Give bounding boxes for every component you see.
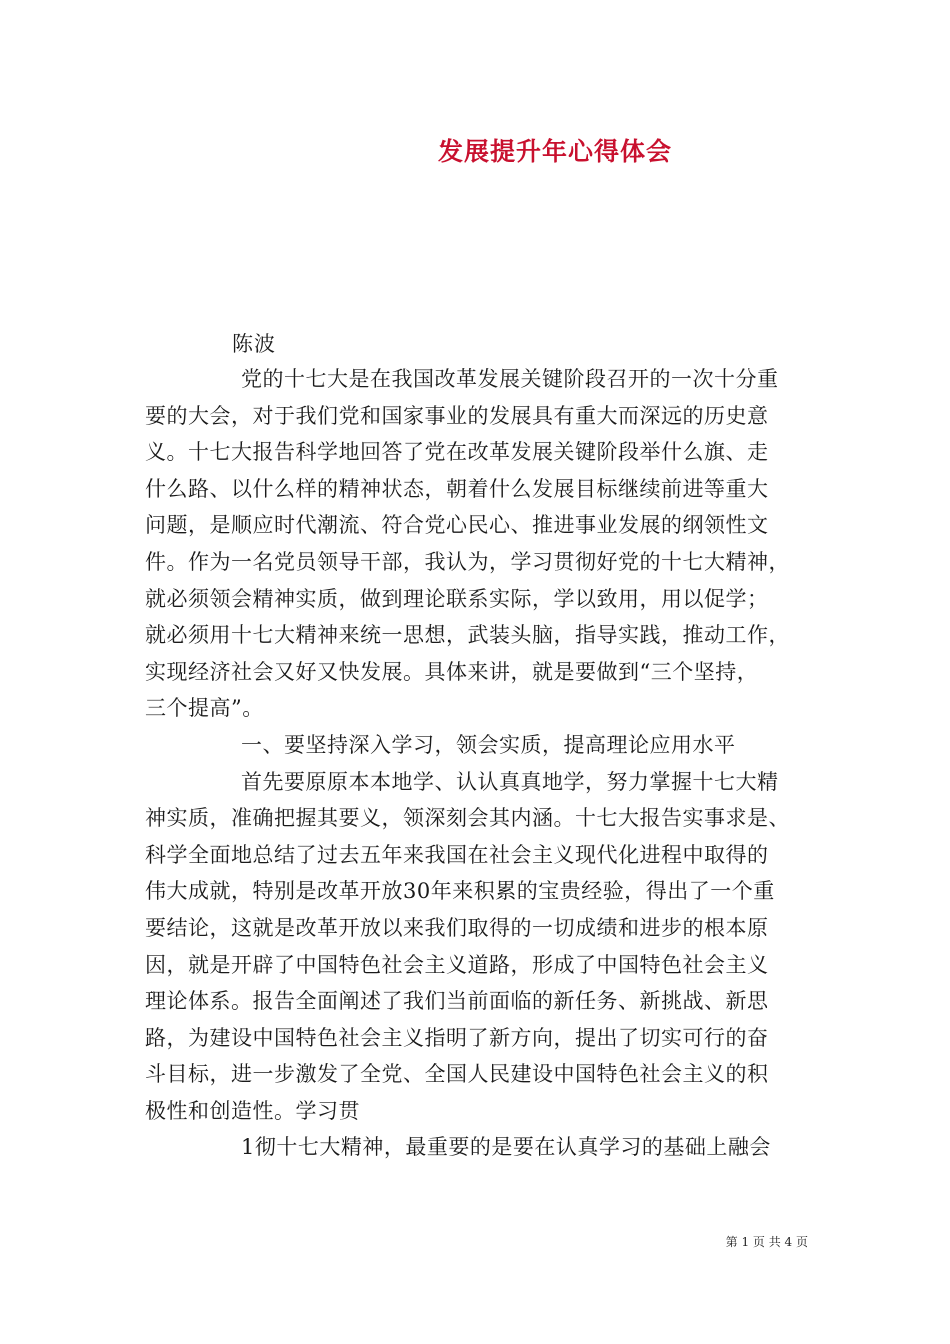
text-line: 问题，是顺应时代潮流、符合党心民心、推进事业发展的纲领性文 [145,513,769,538]
text-line: 科学全面地总结了过去五年来我国在社会主义现代化进程中取得的 [145,842,769,867]
text-line: 伟大成就，特别是改革开放30年来积累的宝贵经验，得出了一个重 [145,879,775,904]
author-name: 陈波 [232,332,276,356]
text-line: 三个提高”。 [145,696,264,721]
document-title: 发展提升年心得体会 [437,137,672,166]
text-line: 就必须领会精神实质，做到理论联系实际，学以致用，用以促学； [145,586,769,611]
text-line: 党的十七大是在我国改革发展关键阶段召开的一次十分重 [241,367,779,391]
text-line: 1彻十七大精神，最重要的是要在认真学习的基础上融会 [241,1135,771,1160]
text-line: 首先要原原本本地学、认认真真地学，努力掌握十七大精 [241,769,779,794]
text-line: 要的大会，对于我们党和国家事业的发展具有重大而深远的历史意 [145,403,769,428]
text-line: 义。十七大报告科学地回答了党在改革发展关键阶段举什么旗、走 [145,440,769,465]
page-number: 第 1 页 共 4 页 [725,1235,808,1249]
text-line: 极性和创造性。学习贯 [145,1098,360,1123]
text-line: 就必须用十七大精神来统一思想，武装头脑，指导实践，推动工作， [145,623,790,648]
text-line: 实现经济社会又好又快发展。具体来讲，就是要做到“三个坚持， [145,659,759,684]
text-line: 要结论，这就是改革开放以来我们取得的一切成绩和进步的根本原 [145,915,769,940]
text-line: 因，就是开辟了中国特色社会主义道路，形成了中国特色社会主义 [145,952,769,977]
text-line: 件。作为一名党员领导干部，我认为，学习贯彻好党的十七大精神， [145,549,790,574]
text-line: 路，为建设中国特色社会主义指明了新方向，提出了切实可行的奋 [145,1025,769,1050]
body-text [145,361,815,1166]
text-line: 神实质，准确把握其要义，领深刻会其内涵。十七大报告实事求是、 [145,806,790,831]
text-line: 一、要坚持深入学习，领会实质，提高理论应用水平 [241,732,736,757]
text-line: 斗目标，进一步激发了全党、全国人民建设中国特色社会主义的积 [145,1062,769,1087]
text-line: 理论体系。报告全面阐述了我们当前面临的新任务、新挑战、新思 [145,989,769,1014]
text-line: 什么路、以什么样的精神状态，朝着什么发展目标继续前进等重大 [145,476,769,501]
